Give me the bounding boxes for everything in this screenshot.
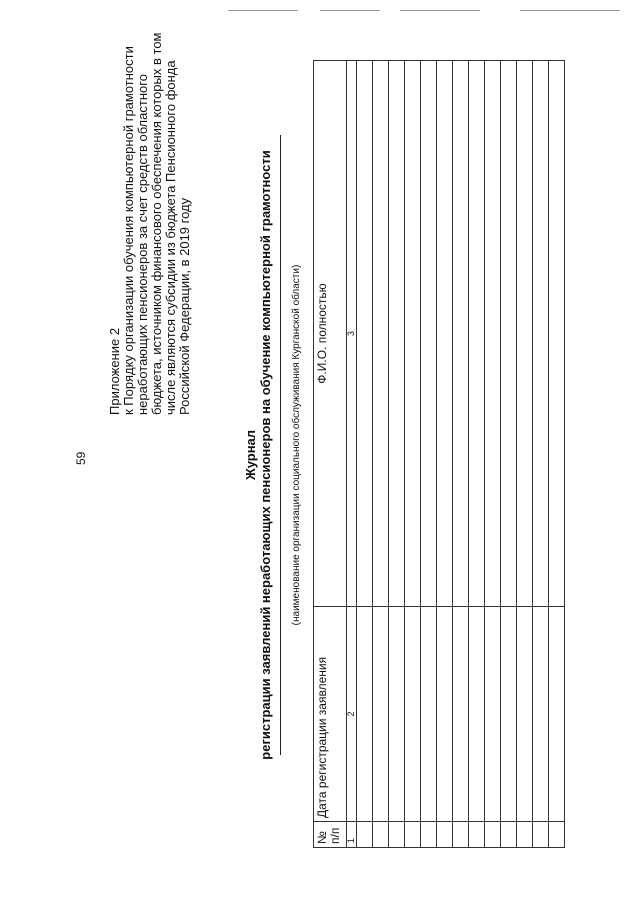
table-cell [517, 607, 533, 822]
table-cell [421, 822, 437, 848]
table-row [549, 61, 565, 848]
table-cell [453, 61, 469, 607]
table-cell [389, 607, 405, 822]
table-cell [469, 607, 485, 822]
appendix-line: Российской Федерации, в 2019 году [177, 197, 192, 415]
organization-caption: (наименование организации социального обслуживания Курганской области) [291, 264, 302, 626]
table-cell [533, 822, 549, 848]
page-number: 59 [74, 451, 88, 465]
table-cell [469, 822, 485, 848]
appendix-block [108, 0, 192, 415]
table-cell [357, 61, 373, 607]
organization-name-blank-line [280, 135, 281, 755]
table-row [485, 61, 501, 848]
table-cell [533, 607, 549, 822]
table-cell [437, 607, 453, 822]
table-cell [453, 607, 469, 822]
table-cell [421, 61, 437, 607]
table-cell [405, 822, 421, 848]
table-row [357, 61, 373, 848]
appendix-line: бюджета, источником финансового обеспечения которых в том [149, 32, 164, 415]
table-row [517, 61, 533, 848]
table-cell [373, 61, 389, 607]
table-cell [549, 607, 565, 822]
table-cell [389, 822, 405, 848]
header-number: № п/п [314, 822, 347, 848]
table-cell [373, 822, 389, 848]
journal-title [243, 65, 273, 845]
table-row [469, 61, 485, 848]
table-cell [501, 607, 517, 822]
header-full-name: Ф.И.О. полностью [314, 61, 347, 607]
table-cell [357, 607, 373, 822]
table-cell [469, 61, 485, 607]
column-number: 1 [347, 822, 357, 848]
table-cell [389, 61, 405, 607]
table-cell [405, 607, 421, 822]
table-cell [549, 61, 565, 607]
table-row [453, 61, 469, 848]
table-row [405, 61, 421, 848]
appendix-line: числе являются субсидии из бюджета Пенсионного фонда [163, 60, 178, 415]
table-row [501, 61, 517, 848]
table-row [421, 61, 437, 848]
appendix-line: к Порядку организации обучения компьютерной грамотности [121, 46, 136, 415]
appendix-line: неработающих пенсионеров за счет средств областного [135, 74, 150, 415]
column-number: 3 [347, 61, 357, 607]
column-number-row [347, 61, 357, 848]
table-cell [517, 822, 533, 848]
table-cell [485, 822, 501, 848]
table-cell [357, 822, 373, 848]
column-number: 2 [347, 607, 357, 822]
table-cell [373, 607, 389, 822]
table-cell [421, 607, 437, 822]
table-cell [501, 822, 517, 848]
header-registration-date: Дата регистрации заявления [314, 607, 347, 822]
table-cell [533, 61, 549, 607]
table-row [437, 61, 453, 848]
table-cell [517, 61, 533, 607]
table-row [533, 61, 549, 848]
table-cell [485, 607, 501, 822]
title-line-2: регистрации заявлений неработающих пенсионеров на обучение компьютерной грамотности [258, 150, 273, 760]
table-cell [437, 822, 453, 848]
table-cell [453, 822, 469, 848]
title-line-1: Журнал [243, 429, 258, 481]
table-header-row [314, 61, 347, 848]
table-cell [549, 822, 565, 848]
table-cell [437, 61, 453, 607]
table-row [389, 61, 405, 848]
table-cell [501, 61, 517, 607]
appendix-line: Приложение 2 [107, 327, 122, 415]
registration-journal-table [313, 60, 565, 848]
table-cell [405, 61, 421, 607]
table-row [373, 61, 389, 848]
table-cell [485, 61, 501, 607]
